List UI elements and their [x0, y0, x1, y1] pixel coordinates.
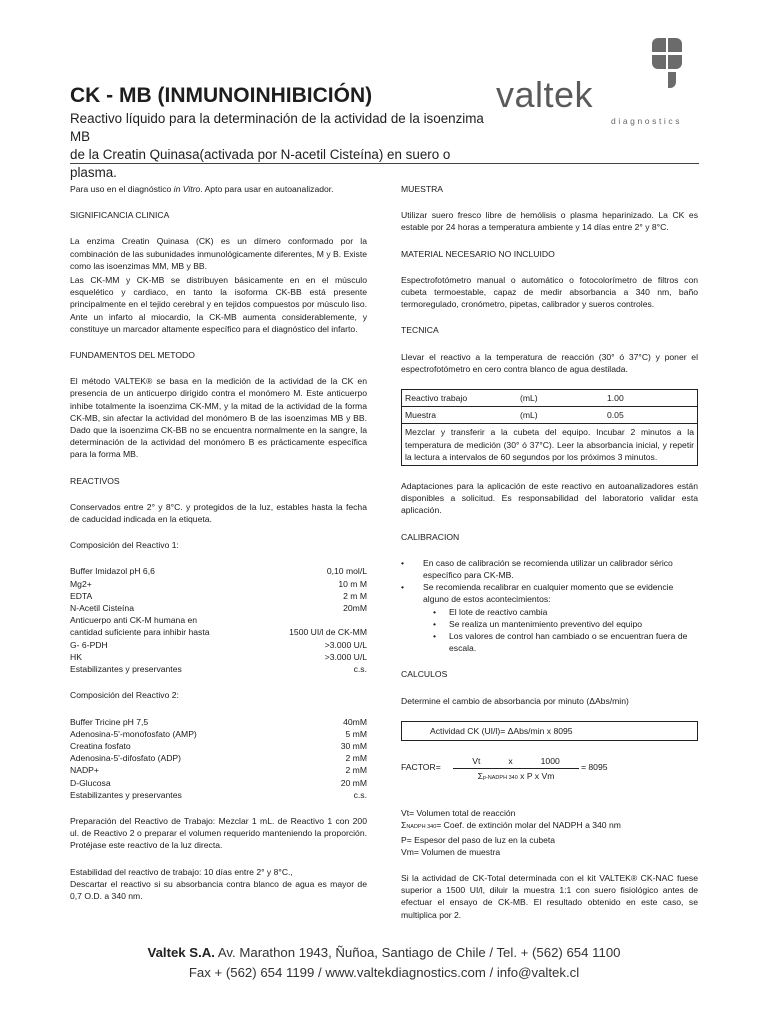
- list-item: • El lote de reactivo cambia: [433, 606, 698, 618]
- component-name: cantidad suficiente para inhibir hasta: [70, 627, 210, 638]
- composicion-1-list: [70, 565, 367, 675]
- list-item: [70, 651, 367, 663]
- tecnica-table: [401, 389, 698, 466]
- component-value: 10 m M: [338, 578, 367, 589]
- list-item: • Se realiza un mantenimiento preventivo del equipo: [433, 618, 698, 630]
- list-item: [70, 716, 367, 728]
- factor-result: = 8095: [581, 762, 608, 773]
- heading-composicion-1: Composición del Reactivo 1:: [70, 540, 179, 551]
- estabilidad-paragraph: Estabilidad del reactivo de trabajo: 10 días entre 2° y 8°C., Descartar el reactivo si su absorbancia contra blanco de agua es mayor de 0,7 O.D. a 340 nm.: [70, 866, 367, 901]
- component-name: D-Glucosa: [70, 777, 111, 788]
- component-name: Estabilizantes y preservantes: [70, 789, 182, 800]
- definitions: Vt= Volumen total de reacción ΣNADPH 340= Coef. de extinción molar del NADPH a 340 nm P= Espesor del paso de luz en la cubeta Vm= Volumen de muestra: [401, 808, 621, 857]
- component-value: 20mM: [343, 603, 367, 614]
- header-divider: [70, 163, 699, 164]
- component-value: c.s.: [353, 664, 367, 675]
- component-name: N-Acetil Cisteína: [70, 603, 134, 614]
- factor-formula: [401, 755, 698, 793]
- footer-line-2: Fax + (562) 654 1199 / www.valtekdiagnostics.com / info@valtek.cl: [188, 965, 580, 980]
- heading-calculos: CALCULOS: [401, 669, 448, 680]
- significancia-paragraph-2: Las CK-MM y CK-MB se distribuyen básicamente en en el músculo esquelético y cardiaco, en tanto la isoforma CK-BB está presente principalmente en el tejido cerebral y en tejidos compuestos por músculo liso. Ante un infarto al miocardio, la CK-MB aumenta considerablemente, y constituye un marcador altamente específico para el diagnóstico del infarto.: [70, 275, 367, 334]
- component-value: >3.000 U/L: [324, 651, 367, 662]
- list-item: [70, 639, 367, 651]
- document-subtitle: [70, 110, 500, 182]
- intro-text: Para uso en el diagnóstico in Vitro. Apto para usar en autoanalizador.: [70, 184, 334, 194]
- factor-numerator: Vt x 1000: [453, 755, 579, 769]
- component-name: NADP+: [70, 765, 99, 776]
- component-name: Adenosina-5'-monofosfato (AMP): [70, 728, 197, 739]
- calibracion-sublist: [433, 606, 698, 655]
- component-name: Mg2+: [70, 578, 92, 589]
- logo-tagline: diagnostics: [611, 116, 683, 126]
- subtitle-line-2: de la Creatin Quinasa(activada por N-acetil Cisteína) en suero o plasma.: [70, 147, 451, 180]
- component-name: Estabilizantes y preservantes: [70, 664, 182, 675]
- footer-line-1: Valtek S.A. Av. Marathon 1943, Ñuñoa, Santiago de Chile / Tel. + (562) 654 1100: [147, 945, 621, 960]
- calculos-paragraph: Determine el cambio de absorbancia por minuto (ΔAbs/min): [401, 695, 629, 706]
- component-value: 5 mM: [345, 728, 367, 739]
- list-item: [70, 777, 367, 789]
- component-value: c.s.: [353, 789, 367, 800]
- component-value: 1500 UI/l de CK-MM: [289, 627, 367, 638]
- list-item: [70, 565, 367, 577]
- list-item: [70, 752, 367, 764]
- component-value: >3.000 U/L: [324, 639, 367, 650]
- composicion-2-list: [70, 716, 367, 801]
- heading-calibracion: CALIBRACION: [401, 531, 460, 542]
- component-value: 20 mM: [340, 777, 367, 788]
- heading-muestra: MUESTRA: [401, 184, 444, 194]
- list-item: [70, 728, 367, 740]
- final-note-paragraph: Si la actividad de CK-Total determinada con el kit VALTEK® CK-NAC fuese superior a 1500 UI/l, diluir la muestra 1:1 con suero fisiológico antes de efectuar el ensayo de CK-MB. El resultado obtenido en este caso, se multiplica por 2.: [401, 872, 698, 920]
- document-title: CK - MB (INMUNOINHIBICIÓN): [70, 84, 373, 107]
- component-name: Buffer Tricine pH 7,5: [70, 716, 149, 727]
- factor-label: FACTOR=: [401, 762, 441, 773]
- significancia-paragraph-1: La enzima Creatin Quinasa (CK) es un dímero conformado por la combinación de las subunidades inmunológicamente diferentes, M y B. Existe como las isoenzimas MM, MB y BB.: [70, 236, 367, 271]
- calibracion-list: [401, 557, 698, 655]
- adaptaciones-paragraph: Adaptaciones para la aplicación de este reactivo en autoanalizadores están disponibles a solicitud. Es responsabilidad del laboratorio validar esta aplicación.: [401, 481, 698, 516]
- material-paragraph: Espectrofotómetro manual o automático o fotocolorímetro de filtros con cubeta termoestable, capaz de medir absorbancia a 340 nm, baño termoregulado, cronómetro, pipetas, calibrador y sueros controles.: [401, 274, 698, 310]
- heading-fundamentos: FUNDAMENTOS DEL METODO: [70, 350, 195, 361]
- heading-material: MATERIAL NECESARIO NO INCLUIDO: [401, 248, 555, 259]
- component-value: 0,10 mol/L: [326, 566, 367, 577]
- component-value: 2 mM: [345, 753, 367, 764]
- logo-wordmark: valtek: [496, 74, 594, 115]
- component-value: 2 m M: [343, 590, 367, 601]
- list-item: [70, 740, 367, 752]
- list-item: [70, 626, 367, 638]
- heading-composicion-2: Composición del Reactivo 2:: [70, 690, 179, 701]
- preparacion-paragraph: Preparación del Reactivo de Trabajo: Mezclar 1 mL. de Reactivo 1 con 200 ul. de Reactivo 2 o preparar el volumen requerido manteniendo la proporción. Protéjase este reactivo de la luz directa.: [70, 815, 367, 851]
- list-item: [70, 590, 367, 602]
- list-item: [70, 578, 367, 590]
- list-item: • Se recomienda recalibrar en cualquier momento que se evidencie alguno de estos acontecimientos: • El lote de reactivo cambia • Se realiza un mantenimiento preventivo del equipo • Los valores de control han cambiado o se encuentran fuera de escala.: [401, 581, 698, 654]
- list-item: • Los valores de control han cambiado o se encuentran fuera de escala.: [433, 630, 698, 654]
- list-item: [70, 764, 367, 776]
- valtek-logo: [496, 36, 696, 136]
- factor-denominator: Σp-NADPH 340 x P x Vm: [477, 771, 555, 782]
- component-name: G- 6-PDH: [70, 639, 108, 650]
- list-item: [70, 614, 367, 626]
- component-name: Buffer Imidazol pH 6,6: [70, 566, 155, 577]
- component-name: HK: [70, 651, 82, 662]
- component-name: EDTA: [70, 590, 93, 601]
- formula-box: Actividad CK (UI/l)= ΔAbs/min x 8095: [401, 721, 698, 741]
- component-value: 2 mM: [345, 765, 367, 776]
- list-item: [70, 602, 367, 614]
- component-name: Anticuerpo anti CK-M humana en: [70, 615, 198, 626]
- component-name: Adenosina-5'-difosfato (ADP): [70, 753, 182, 764]
- table-row-instructions: Mezclar y transferir a la cubeta del equipo. Incubar 2 minutos a la temperatura de medición (30° ó 37°C). Leer la absorbancia inicial, y repetir la lectura a intervalos de 60 segundos por los próximos 3 minutos.: [405, 427, 694, 462]
- list-item: • En caso de calibración se recomienda utilizar un calibrador sérico específico para CK-MB.: [401, 557, 698, 581]
- component-name: Creatina fosfato: [70, 740, 131, 751]
- list-item: [70, 789, 367, 801]
- list-item: [70, 663, 367, 675]
- subtitle-line-1: Reactivo líquido para la determinación de la actividad de la isoenzima MB: [70, 111, 484, 144]
- muestra-paragraph: Utilizar suero fresco libre de hemólisis o plasma heparinizado. La CK es estable por 24 horas a temperatura ambiente y 14 días entre 2° y 8°C.: [401, 210, 698, 233]
- reactivos-paragraph: Conservados entre 2° y 8°C. y protegidos de la luz, estables hasta la fecha de caducidad indicada en la etiqueta.: [70, 501, 367, 525]
- right-column: [401, 183, 698, 935]
- component-value: 30 mM: [340, 740, 367, 751]
- component-value: 40mM: [343, 716, 367, 727]
- fundamentos-paragraph: El método VALTEK® se basa en la medición de la actividad de la CK en presencia de un anticuerpo dirigido contra el monómero M. Este anticuerpo inhibe totalmente la isoenzima CK-MM, y la mitad de la actividad de la forma CK-MB, sin afectar la actividad del monómero B de las isoenzimas MB y BB. Dado que la isoenzima CK-BB no se encuentra normalmente en la sangre, la determinación de la actividad del monómero B es prácticamente específica para la forma MB.: [70, 376, 367, 460]
- table-row: Reactivo trabajo (mL) 1.00: [402, 390, 697, 407]
- left-column: [70, 183, 367, 916]
- heading-significancia: SIGNIFICANCIA CLINICA: [70, 210, 170, 221]
- table-row: Muestra (mL) 0.05: [402, 407, 697, 424]
- valtek-logo-mark-icon: [644, 36, 688, 88]
- heading-tecnica: TECNICA: [401, 325, 439, 336]
- tecnica-paragraph: Llevar el reactivo a la temperatura de reacción (30° ó 37°C) y poner el espectrofotómetro en cero contra blanco de agua destilada.: [401, 351, 698, 374]
- heading-reactivos: REACTIVOS: [70, 475, 120, 486]
